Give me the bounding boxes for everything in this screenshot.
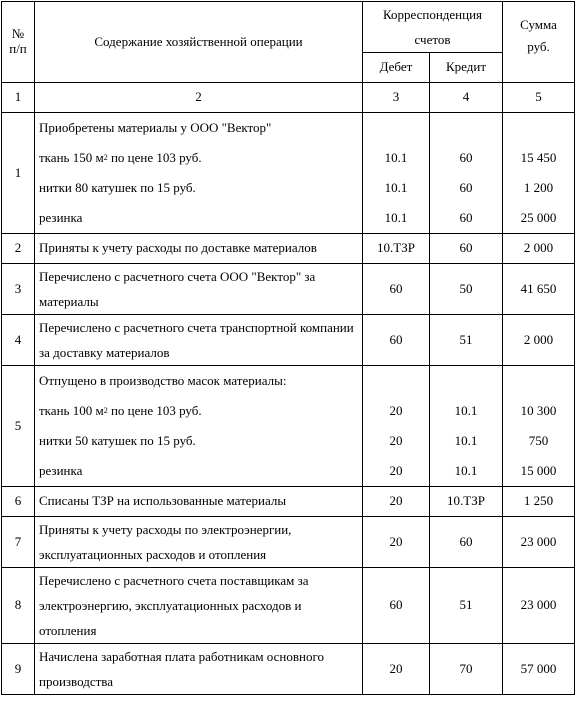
sum-value: 2 000 <box>503 315 575 366</box>
header-num: № п/п <box>2 2 35 83</box>
credit-value: 51 <box>430 315 503 366</box>
credit-value: 50 <box>430 264 503 315</box>
credit-value: 10.1 <box>454 402 478 418</box>
row-number: 3 <box>2 264 35 315</box>
debit-value: 60 <box>363 315 430 366</box>
row-number: 7 <box>2 517 35 568</box>
sum-value: 23 000 <box>503 517 575 568</box>
row-number: 4 <box>2 315 35 366</box>
sum-value: 57 000 <box>503 644 575 695</box>
line-text: по цене 103 руб. <box>107 149 202 165</box>
debit-value <box>363 113 429 143</box>
sum-cell <box>503 113 575 234</box>
table-row <box>2 517 575 568</box>
credit-cell <box>430 366 503 487</box>
credit-value: 10.ТЗР <box>430 487 503 517</box>
debit-value: 20 <box>363 644 430 695</box>
header-content: Содержание хозяйственной операции <box>35 2 363 83</box>
sum-value: 15 450 <box>520 149 557 165</box>
operations-table <box>1 1 575 695</box>
description-line: ткань 100 м 2 по цене 103 руб. <box>39 402 202 418</box>
sum-value: 41 650 <box>503 264 575 315</box>
sum-value: 23 000 <box>503 568 575 644</box>
operation-description: Списаны ТЗР на использованные материалы <box>35 487 363 517</box>
header-sum: Сумма руб. <box>503 2 575 83</box>
column-numbers-row <box>2 83 575 113</box>
sum-value: 2 000 <box>503 234 575 264</box>
column-number: 3 <box>363 83 430 113</box>
table-row <box>2 264 575 315</box>
credit-value <box>430 366 502 396</box>
description-line: нитки 80 катушек по 15 руб. <box>39 179 196 195</box>
sum-value: 25 000 <box>520 209 557 225</box>
operation-description: Приняты к учету расходы по доставке материалов <box>35 234 363 264</box>
debit-value: 60 <box>363 264 430 315</box>
credit-value: 10.1 <box>454 432 478 448</box>
description-line: Приобретены материалы у ООО "Вектор" <box>39 119 272 135</box>
description-line: нитки 50 катушек по 15 руб. <box>39 432 196 448</box>
description-line: резинка <box>39 462 83 478</box>
credit-cell <box>430 113 503 234</box>
sum-value: 1 200 <box>523 179 554 195</box>
sum-value <box>503 366 574 396</box>
debit-value: 60 <box>363 568 430 644</box>
column-number: 4 <box>430 83 503 113</box>
debit-value: 20 <box>389 402 403 418</box>
row-number: 9 <box>2 644 35 695</box>
row-number: 8 <box>2 568 35 644</box>
operation-description <box>35 366 363 487</box>
operation-description: Перечислено с расчетного счета поставщикам за электроэнергию, эксплуатационных расходов и отопления <box>35 568 363 644</box>
credit-value: 60 <box>459 149 473 165</box>
description-line: ткань 150 м 2 по цене 103 руб. <box>39 149 202 165</box>
header-credit: Кредит <box>430 53 503 83</box>
line-text: ткань 100 м <box>39 402 104 418</box>
row-number: 2 <box>2 234 35 264</box>
description-line: резинка <box>39 209 83 225</box>
header-correspondence: Корреспонденция счетов <box>363 2 503 53</box>
line-text: по цене 103 руб. <box>107 402 202 418</box>
operation-description: Приняты к учету расходы по электроэнергии, эксплуатационных расходов и отопления <box>35 517 363 568</box>
row-number: 6 <box>2 487 35 517</box>
debit-value: 20 <box>363 517 430 568</box>
sum-value <box>503 113 574 143</box>
table-row <box>2 315 575 366</box>
debit-value: 10.1 <box>384 149 408 165</box>
credit-value: 60 <box>430 517 503 568</box>
credit-value: 60 <box>459 179 473 195</box>
debit-value <box>363 366 429 396</box>
header-row <box>2 2 575 53</box>
table-row <box>2 234 575 264</box>
debit-value: 20 <box>389 432 403 448</box>
column-number: 1 <box>2 83 35 113</box>
debit-cell <box>363 366 430 487</box>
table-row <box>2 113 575 234</box>
header-debit: Дебет <box>363 53 430 83</box>
credit-value: 70 <box>430 644 503 695</box>
debit-value: 20 <box>389 462 403 478</box>
description-line: Отпущено в производство масок материалы: <box>39 372 287 388</box>
sum-value: 15 000 <box>520 462 557 478</box>
sum-value: 1 250 <box>503 487 575 517</box>
debit-value: 10.ТЗР <box>363 234 430 264</box>
credit-value: 60 <box>459 209 473 225</box>
column-number: 5 <box>503 83 575 113</box>
table-row <box>2 487 575 517</box>
debit-value: 20 <box>363 487 430 517</box>
operation-description <box>35 113 363 234</box>
row-number: 1 <box>2 113 35 234</box>
credit-value: 51 <box>430 568 503 644</box>
row-number: 5 <box>2 366 35 487</box>
operation-description: Перечислено с расчетного счета ООО "Вектор" за материалы <box>35 264 363 315</box>
credit-value: 10.1 <box>454 462 478 478</box>
line-text: ткань 150 м <box>39 149 104 165</box>
sum-cell <box>503 366 575 487</box>
operation-description: Перечислено с расчетного счета транспортной компании за доставку материалов <box>35 315 363 366</box>
credit-value: 60 <box>430 234 503 264</box>
sum-value: 10 300 <box>520 402 557 418</box>
debit-cell <box>363 113 430 234</box>
column-number: 2 <box>35 83 363 113</box>
table-row <box>2 366 575 487</box>
operation-description: Начислена заработная плата работникам основного производства <box>35 644 363 695</box>
debit-value: 10.1 <box>384 179 408 195</box>
debit-value: 10.1 <box>384 209 408 225</box>
sum-value: 750 <box>528 432 549 448</box>
credit-value <box>430 113 502 143</box>
table-row <box>2 644 575 695</box>
table-row <box>2 568 575 644</box>
